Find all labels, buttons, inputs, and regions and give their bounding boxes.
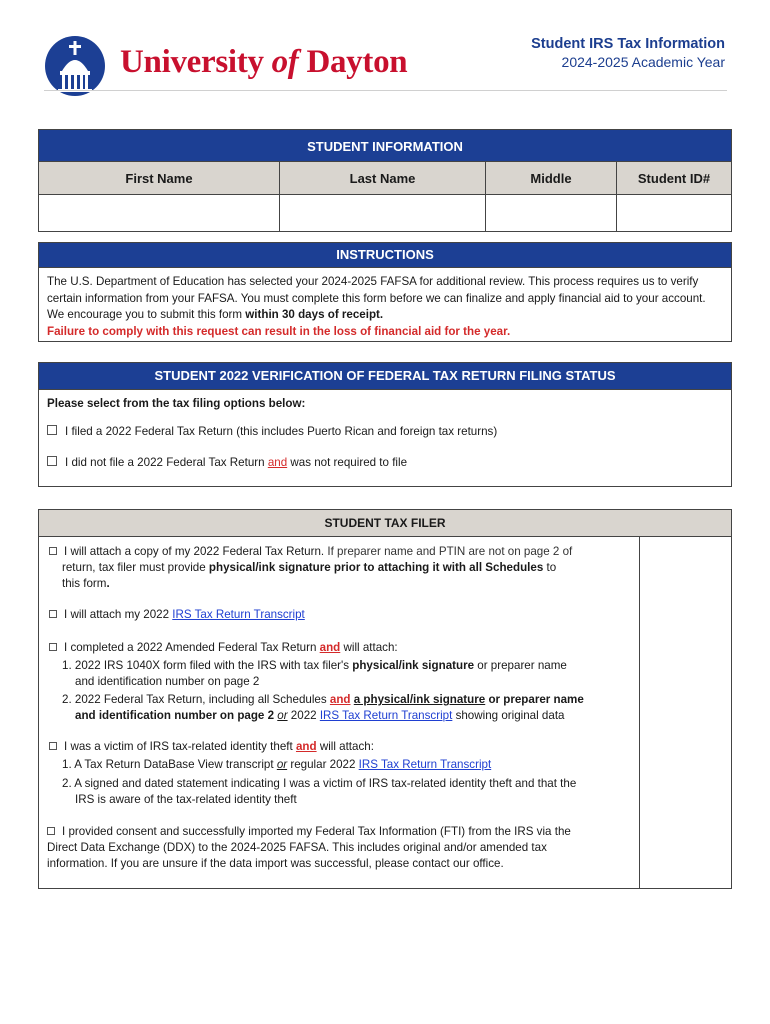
attach-tax-return-checkbox[interactable] [49,547,57,555]
student-id-field[interactable] [617,195,732,232]
middle-name-header: Middle [486,162,617,195]
irs-transcript-link[interactable]: IRS Tax Return Transcript [319,709,453,722]
first-name-field[interactable] [39,195,280,232]
tax-filer-section [38,509,732,889]
identity-theft-checkbox[interactable] [49,742,57,750]
instructions-body: The U.S. Department of Education has selected your 2024-2025 FAFSA for additional review. This process requires us to verify certain information from your FAFSA. You must complete this form before we can finalize and apply financial aid to your account. We encourage you to submit this form within 30 days of receipt. Failure to comply with this request can result in the loss of financial aid for the year. [39,268,731,340]
first-name-header: First Name [39,162,280,195]
ddx-consent-checkbox[interactable] [47,827,55,835]
header-divider [44,90,727,91]
university-logo-text: University of Dayton [120,44,408,80]
did-not-file-checkbox[interactable] [47,456,57,466]
attach-tax-return-option[interactable]: I will attach a copy of my 2022 Federal Tax Return. If preparer name and PTIN are not on page 2 of return, tax filer must provide physical/ink signature prior to attaching it with all Schedules to this form. [49,544,634,592]
instructions-warning: Failure to comply with this request can result in the loss of financial aid for the year. [47,324,511,338]
student-id-header: Student ID# [617,162,732,195]
attach-transcript-checkbox[interactable] [49,610,57,618]
ddx-consent-option[interactable]: I provided consent and successfully imported my Federal Tax Information (FTI) from the IRS via the Direct Data Exchange (DDX) to the 2024-2025 FAFSA. This includes original and/or amended tax information. If you are unsure if the data import was successful, please contact our office. [47,825,571,870]
form-year: 2024-2025 Academic Year [561,54,725,70]
amended-return-option[interactable]: I completed a 2022 Amended Federal Tax Return and will attach: 1. 2022 IRS 1040X form filed with the IRS with tax filer's physical/ink signature or preparer name and identification number on page 2 2. 2022 Federal Tax Return, including all Schedules and a physical/ink signature or preparer name and identification number on page 2 or 2022 IRS Tax Return Transcript showing original data [49,640,634,724]
filing-status-prompt: Please select from the tax filing options below: [47,397,306,410]
form-title-block [531,36,725,70]
filed-return-checkbox[interactable] [47,425,57,435]
middle-name-field[interactable] [486,195,617,232]
page-header [0,0,770,95]
amended-return-checkbox[interactable] [49,643,57,651]
irs-transcript-link[interactable]: IRS Tax Return Transcript [172,608,305,621]
form-title: Student IRS Tax Information [531,36,725,52]
last-name-header: Last Name [280,162,486,195]
student-information-title: STUDENT INFORMATION [39,130,732,162]
student-information-table [38,129,732,232]
did-not-file-option[interactable]: I did not file a 2022 Federal Tax Return and was not required to file [47,456,407,469]
university-seal-icon [44,35,106,97]
attach-transcript-option[interactable]: I will attach my 2022 IRS Tax Return Transcript [49,607,634,623]
filed-return-option[interactable]: I filed a 2022 Federal Tax Return (this includes Puerto Rican and foreign tax returns) [47,425,497,438]
instructions-section [38,242,732,342]
last-name-field[interactable] [280,195,486,232]
filing-status-title: STUDENT 2022 VERIFICATION OF FEDERAL TAX RETURN FILING STATUS [39,363,731,390]
filing-status-section [38,362,732,487]
instructions-title: INSTRUCTIONS [39,243,731,268]
tax-filer-side-column [639,536,640,888]
tax-filer-title: STUDENT TAX FILER [39,510,731,537]
irs-transcript-link[interactable]: IRS Tax Return Transcript [358,758,492,771]
identity-theft-option[interactable]: I was a victim of IRS tax-related identity theft and will attach: 1. A Tax Return DataBase View transcript or regular 2022 IRS Tax Return Transcript 2. A signed and dated statement indicating I was a victim of IRS tax-related identity theft and that the IRS is aware of the tax-related identity theft [49,739,634,808]
